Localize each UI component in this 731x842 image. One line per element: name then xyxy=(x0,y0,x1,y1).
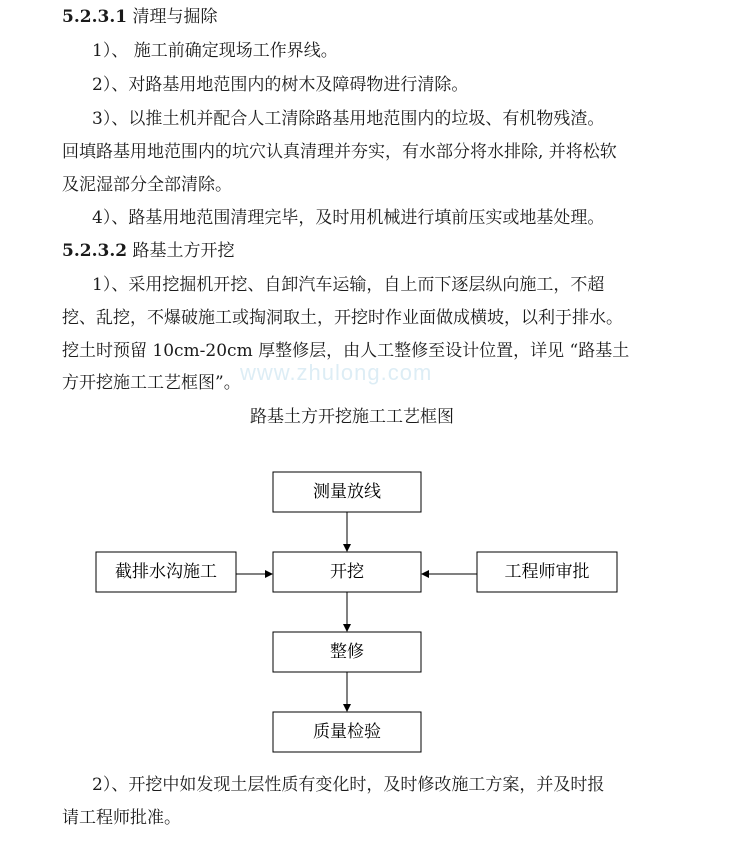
paragraph-line: 3）、以推土机并配合人工清除路基用地范围内的垃圾、有机物残渣。 xyxy=(92,109,605,129)
flowchart-label-excavate: 开挖 xyxy=(330,562,364,582)
heading-title: 路基土方开挖 xyxy=(132,241,235,261)
heading-title: 清理与掘除 xyxy=(132,7,218,27)
paragraph-line: 请工程师批准。 xyxy=(62,808,181,828)
paragraph-line: 1）、 施工前确定现场工作界线。 xyxy=(92,41,338,61)
paragraph-line: 挖土时预留 10cm-20cm 厚整修层，由人工整修至设计位置，详见 “路基土 xyxy=(62,341,630,361)
flowchart-label-survey: 测量放线 xyxy=(313,482,381,502)
flowchart-label-trim: 整修 xyxy=(330,642,364,662)
paragraph-line: 4）、路基用地范围清理完毕，及时用机械进行填前压实或地基处理。 xyxy=(92,208,605,228)
paragraph-line: 及泥湿部分全部清除。 xyxy=(62,175,232,195)
watermark: www.zhulong.com xyxy=(240,360,433,385)
paragraph-line: 2）、开挖中如发现土层性质有变化时，及时修改施工方案，并及时报 xyxy=(92,775,605,795)
heading-number: 5.2.3.1 xyxy=(62,7,128,27)
paragraph-line: 回填路基用地范围内的坑穴认真清理并夯实，有水部分将水排除, 并将松软 xyxy=(62,142,617,162)
paragraph-line: 1）、采用挖掘机开挖、自卸汽车运输，自上而下逐层纵向施工，不超 xyxy=(92,275,605,295)
flowchart-label-engineer: 工程师审批 xyxy=(504,562,590,582)
flowchart-label-drainage: 截排水沟施工 xyxy=(115,562,217,582)
heading-number: 5.2.3.2 xyxy=(62,241,128,261)
flowchart-title: 路基土方开挖施工工艺框图 xyxy=(250,407,454,427)
paragraph-line: 挖、乱挖，不爆破施工或掏洞取土，开挖时作业面做成横坡，以利于排水。 xyxy=(62,308,623,328)
paragraph-line: 方开挖施工工艺框图”。 xyxy=(62,373,241,393)
paragraph-line: 2）、对路基用地范围内的树木及障碍物进行清除。 xyxy=(92,75,469,95)
flowchart-label-inspect: 质量检验 xyxy=(313,722,381,742)
